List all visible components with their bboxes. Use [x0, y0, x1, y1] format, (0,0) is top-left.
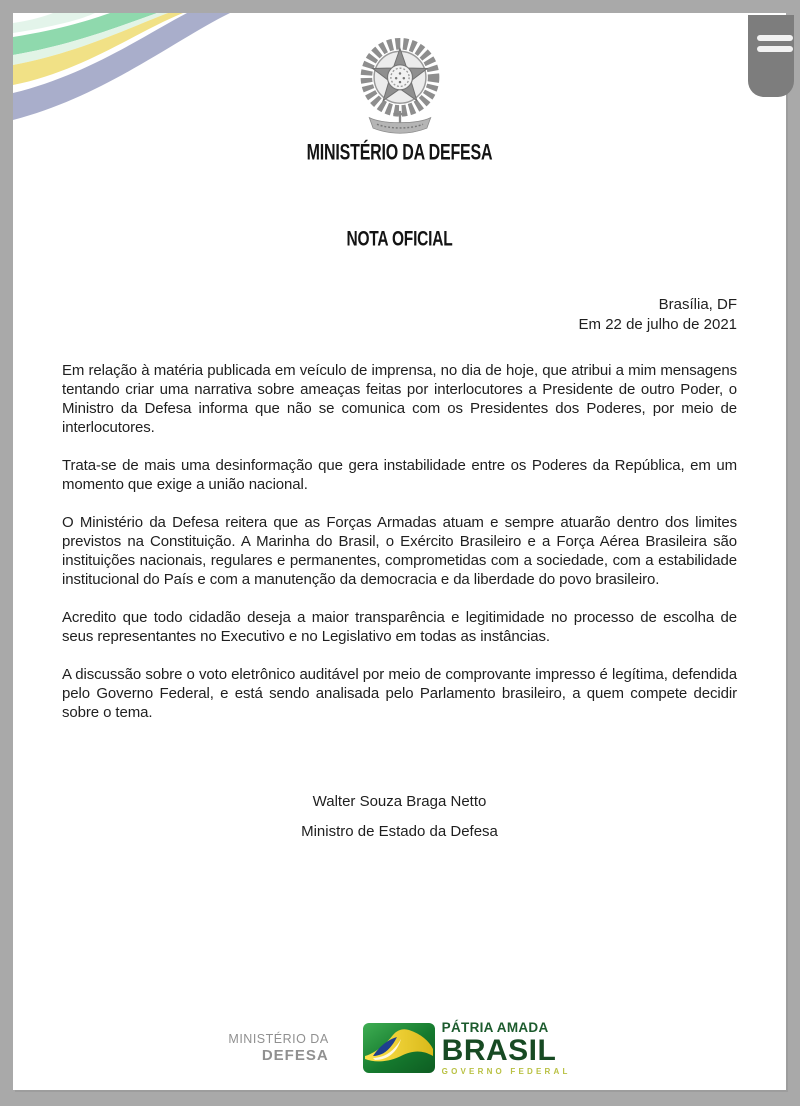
- brand-subtitle: GOVERNO FEDERAL: [441, 1066, 571, 1076]
- footer-ministry-line2: DEFESA: [261, 1046, 329, 1064]
- footer-ministry-line1: MINISTÉRIO DA: [228, 1032, 329, 1047]
- brand-tagline: PÁTRIA AMADA: [441, 1020, 549, 1035]
- paragraph: Trata-se de mais uma desinformação que gera instabilidade entre os Poderes da República, em um momento que exige a união nacional.: [62, 457, 737, 493]
- brazil-flag-logo-icon: [363, 1023, 435, 1073]
- note-body: [62, 361, 737, 741]
- page-title: MINISTÉRIO DA DEFESA: [306, 141, 493, 166]
- menu-handle-icon[interactable]: [748, 15, 794, 97]
- menu-bar: [757, 35, 793, 41]
- note-title: NOTA OFICIAL: [346, 227, 453, 252]
- paragraph: O Ministério da Defesa reitera que as Forças Armadas atuam e sempre atuarão dentro dos limites previstos na Constituição. A Marinha do Brasil, o Exército Brasileiro e a Força Aérea Brasileira são instituições nacionais, regulares e permanentes, comprometidas com a sociedade, com a estabilidade institucional do País e com a manutenção da democracia e da liberdade do povo brasileiro.: [62, 514, 737, 588]
- brand-text-block: [442, 1021, 571, 1076]
- paragraph: Acredito que todo cidadão deseja a maior transparência e legitimidade no processo de escolha de seus representantes no Executivo e no Legislativo em todas as instâncias.: [62, 609, 737, 645]
- paragraph: Em relação à matéria publicada em veículo de imprensa, no dia de hoje, que atribui a mim mensagens tentando criar uma narrativa sobre ameaças feitas por interlocutores a Presidente de outro Poder, o Ministro da Defesa informa que não se comunica com os Presidentes dos Poderes, por meio de interlocutores.: [62, 362, 737, 436]
- flag-ribbon-wave-icon: [13, 13, 253, 138]
- signature-role: Ministro de Estado da Defesa: [301, 823, 498, 840]
- place-line: Brasília, DF: [658, 296, 737, 313]
- brazil-coat-of-arms-icon: [352, 33, 448, 137]
- date-line: Em 22 de julho de 2021: [578, 316, 737, 333]
- menu-bar: [757, 46, 793, 52]
- paragraph: A discussão sobre o voto eletrônico auditável por meio de comprovante impresso é legítima, defendida pelo Governo Federal, e está sendo analisada pelo Parlamento brasileiro, a quem compete decidir sobre o tema.: [62, 666, 737, 721]
- document-page: [13, 13, 786, 1090]
- brand-name: BRASIL: [441, 1033, 557, 1067]
- footer-ministry-label: [228, 1032, 328, 1064]
- date-block: [579, 295, 737, 335]
- footer-brand-strip: [13, 1021, 786, 1076]
- signature-name: Walter Souza Braga Netto: [312, 793, 487, 810]
- signature-block: [13, 793, 786, 840]
